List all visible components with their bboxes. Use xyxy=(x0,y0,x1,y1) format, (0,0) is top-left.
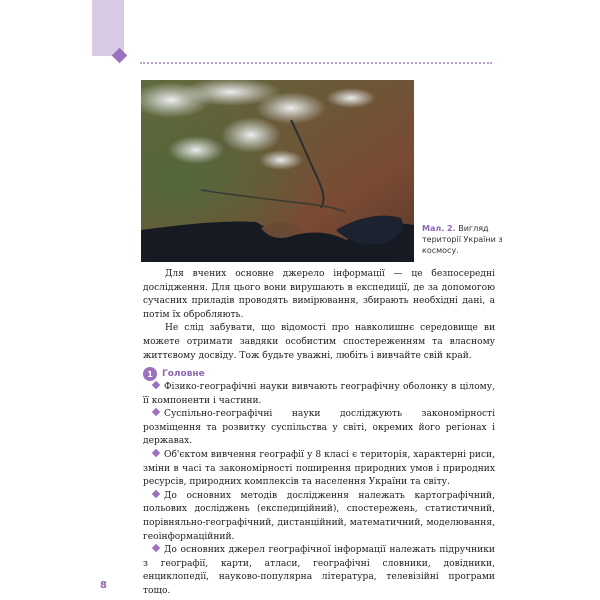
diamond-bullet-icon xyxy=(152,544,160,552)
satellite-image xyxy=(141,80,414,262)
diamond-bullet-icon xyxy=(152,408,160,416)
summary-heading xyxy=(143,367,205,381)
diamond-bullet-icon xyxy=(152,381,160,389)
paragraph: Не слід забувати, що відомості про навколишнє середовище ви можете отримати завдяки особистим спостереженням та власному життєвому досвіду. Тож будьте уважні, любіть і вивчайте свій край. xyxy=(143,323,495,361)
figure-caption xyxy=(422,223,522,256)
summary-list xyxy=(143,381,495,599)
list-item: Фізико-географічні науки вивчають географічну оболонку в цілому, її компоненти і частини. xyxy=(143,382,495,406)
summary-number-badge: 1 xyxy=(143,367,157,381)
body-text xyxy=(143,268,495,363)
list-item: Об'єктом вивчення географії у 8 класі є територія, характерні риси, зміни в часі та закономірності поширення природних умов і природних ресурсів, природних комплексів та населення України та світу. xyxy=(143,449,495,488)
satellite-photo xyxy=(141,80,414,262)
caption-label: Мал. 2. xyxy=(422,224,456,233)
paragraph: Для вчених основне джерело інформації — це безпосередні дослідження. Для цього вони вирушають в експедиції, де за допомогою сучасних приладів проводять вимірювання, збирають необхідні дані, а потім їх обробляють. xyxy=(143,269,495,320)
list-item: До основних методів дослідження належать картографічний, польових досліджень (експедиційний), спостережень, статистичний, порівняльно-географічний, дистанційний, математичний, моделювання, геоінформаційний. xyxy=(143,490,495,542)
list-item: До основних джерел географічної інформації належать підручники з географії, карти, атласи, географічні словники, довідники, енциклопедії, науково-популярна література, телевізійні програми тощо. xyxy=(143,545,495,596)
diamond-bullet-icon xyxy=(152,449,160,457)
diamond-bullet-icon xyxy=(152,490,160,498)
list-item: Суспільно-географічні науки досліджують закономірності розміщення та розвитку суспільства у світі, окремих його регіонах і державах. xyxy=(143,409,495,447)
page-number: 8 xyxy=(100,580,107,591)
caption-text: Вигляд території України з космосу. xyxy=(422,224,503,255)
header-divider xyxy=(140,62,492,64)
summary-title: Головне xyxy=(162,369,205,379)
